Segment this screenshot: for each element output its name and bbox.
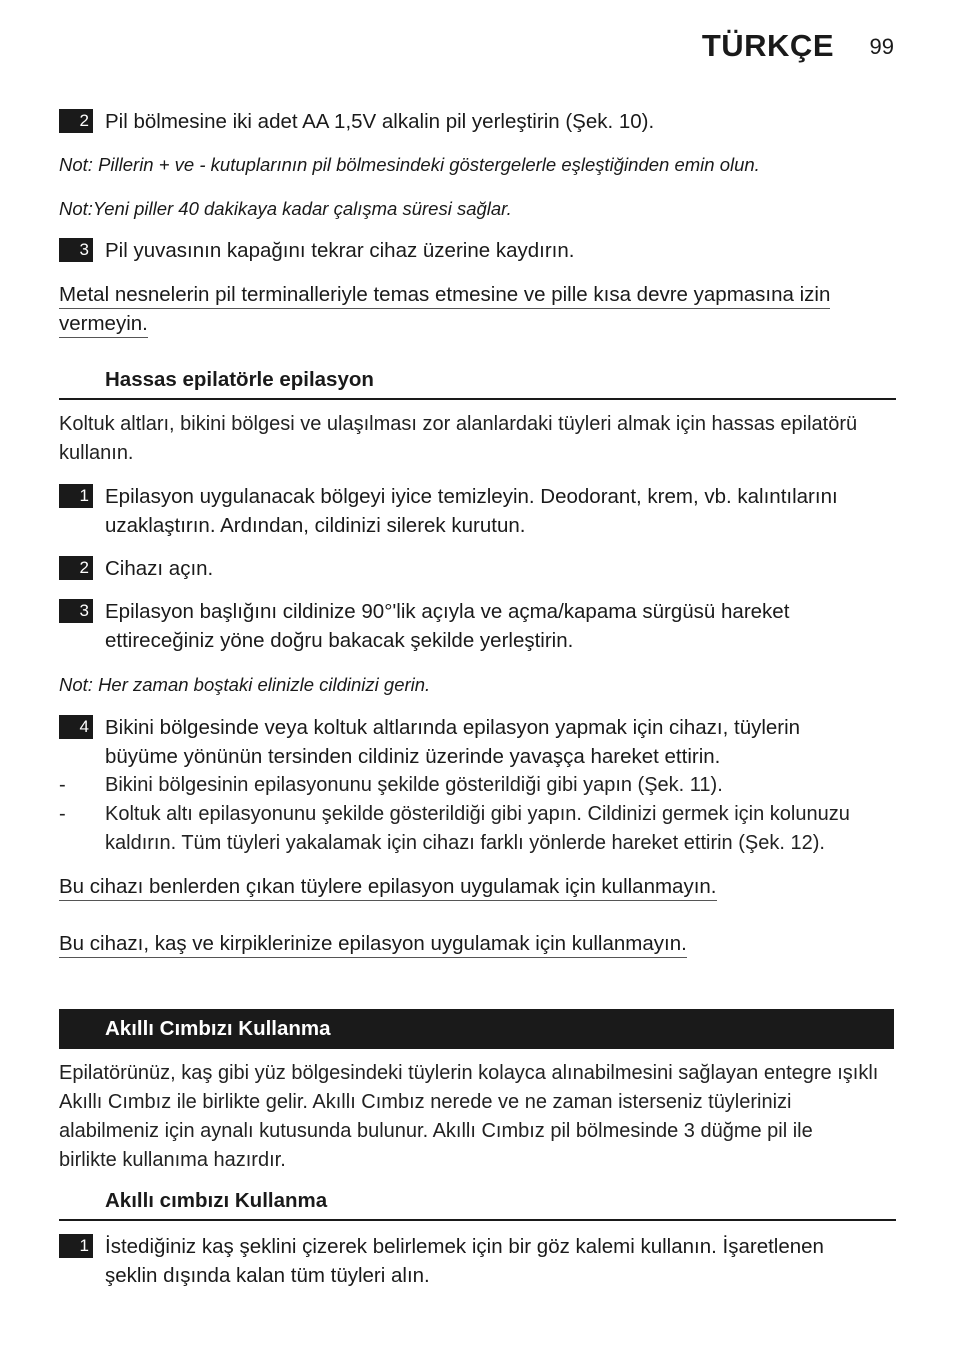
step-line: ettireceğiniz yöne doğru bakacak şekilde yerleştirin.	[105, 629, 574, 652]
warning-line: Bu cihazı benlerden çıkan tüylere epilasyon uygulamak için kullanmayın.	[59, 875, 717, 901]
warning-line: Metal nesnelerin pil terminalleriyle temas etmesine ve pille kısa devre yapmasına izin	[59, 283, 830, 309]
warning-line: Bu cihazı, kaş ve kirpiklerinize epilasyon uygulamak için kullanmayın.	[59, 932, 687, 958]
step-text	[105, 713, 800, 771]
step-3-place	[59, 597, 896, 655]
intro-line: Akıllı Cımbız ile birlikte gelir. Akıllı Cımbız nerede ve ne zaman isterseniz tüylerinizi	[59, 1091, 792, 1113]
warning-eyebrows	[59, 929, 896, 958]
intro-line: Epilatörünüz, kaş gibi yüz bölgesindeki tüylerin kolayca alınabilmesini sağlayan entegre ışıklı	[59, 1062, 879, 1084]
step-text: Pil bölmesine iki adet AA 1,5V alkalin pil yerleştirin (Şek. 10).	[105, 110, 655, 133]
bullet-bikini	[59, 771, 896, 800]
smart-intro	[59, 1059, 896, 1175]
step-text: Pil yuvasının kapağını tekrar cihaz üzerine kaydırın.	[105, 239, 575, 262]
note-polarity: Not: Pillerin + ve - kutuplarının pil bölmesindeki göstergelerle eşleştiğinden emin olun.	[59, 154, 760, 175]
step-2-battery	[59, 107, 896, 136]
step-text	[105, 1232, 824, 1290]
step-line: Bikini bölgesinde veya koltuk altlarında epilasyon yapmak için cihazı, tüylerin	[105, 716, 801, 739]
step-line: büyüme yönünün tersinden cildiniz üzerinde yavaşça hareket ettirin.	[105, 745, 721, 768]
step-3-cover	[59, 236, 896, 265]
step-line: İstediğiniz kaş şeklini çizerek belirlemek için bir göz kalemi kullanın. İşaretlenen	[105, 1235, 824, 1258]
section-smart-tweezers: Akıllı Cımbızı Kullanma	[59, 1009, 894, 1049]
step-2-switch-on	[59, 554, 896, 583]
bullet-line: kaldırın. Tüm tüyleri yakalamak için cihazı farklı yönlerde hareket ettirin (Şek. 12).	[105, 832, 825, 854]
heading-using-smart-tweezers: Akıllı cımbızı Kullanma	[59, 1189, 896, 1221]
step-line: uzaklaştırın. Ardından, cildinizi silerek kurutun.	[105, 514, 526, 537]
step-4-move	[59, 713, 896, 771]
step-number: 1	[59, 1234, 93, 1258]
bullet-text: Bikini bölgesinin epilasyonunu şekilde gösterildiği gibi yapın (Şek. 11).	[105, 774, 723, 796]
bullet-line: Koltuk altı epilasyonunu şekilde gösterildiği gibi yapın. Cildinizi germek için kolunuzu	[105, 803, 850, 825]
step-number: 4	[59, 715, 93, 739]
page-number: 99	[869, 34, 894, 59]
step-text	[105, 482, 838, 540]
warning-line: vermeyin.	[59, 312, 148, 338]
step-number: 3	[59, 238, 93, 262]
step-number: 2	[59, 109, 93, 133]
intro-line: birlikte kullanıma hazırdır.	[59, 1149, 286, 1171]
step-line: Epilasyon uygulanacak bölgeyi iyice temizleyin. Deodorant, krem, vb. kalıntılarını	[105, 485, 838, 508]
bullet-text	[105, 800, 850, 858]
page-language-title: TÜRKÇE	[701, 28, 834, 63]
intro-line: kullanın.	[59, 442, 134, 464]
precision-intro	[59, 410, 896, 468]
step-text: Cihazı açın.	[105, 557, 214, 580]
step-1-clean	[59, 482, 896, 540]
note-stretch-skin: Not: Her zaman boştaki elinizle cildinizi gerin.	[59, 674, 431, 695]
step-1-eyebrow-pencil	[59, 1232, 896, 1290]
heading-precision-epilation: Hassas epilatörle epilasyon	[59, 368, 896, 400]
bullet-dash: -	[59, 803, 66, 825]
note-battery-life: Not:Yeni piller 40 dakikaya kadar çalışma süresi sağlar.	[59, 198, 512, 219]
bullet-underarm	[59, 800, 896, 858]
intro-line: Koltuk altları, bikini bölgesi ve ulaşılması zor alanlardaki tüyleri almak için hassas epilatörü	[59, 413, 858, 435]
step-line: şeklin dışında kalan tüm tüyleri alın.	[105, 1264, 430, 1287]
step-line: Epilasyon başlığını cildinize 90°'lik açıyla ve açma/kapama sürgüsü hareket	[105, 600, 790, 623]
step-text	[105, 597, 789, 655]
warning-moles	[59, 872, 896, 901]
step-number: 1	[59, 484, 93, 508]
intro-line: alabilmeniz için aynalı kutusunda bulunur. Akıllı Cımbız pil bölmesinde 3 düğme pil ile	[59, 1120, 813, 1142]
step-number: 3	[59, 599, 93, 623]
step-number: 2	[59, 556, 93, 580]
warning-metal-objects	[59, 280, 896, 338]
bullet-dash: -	[59, 774, 66, 796]
